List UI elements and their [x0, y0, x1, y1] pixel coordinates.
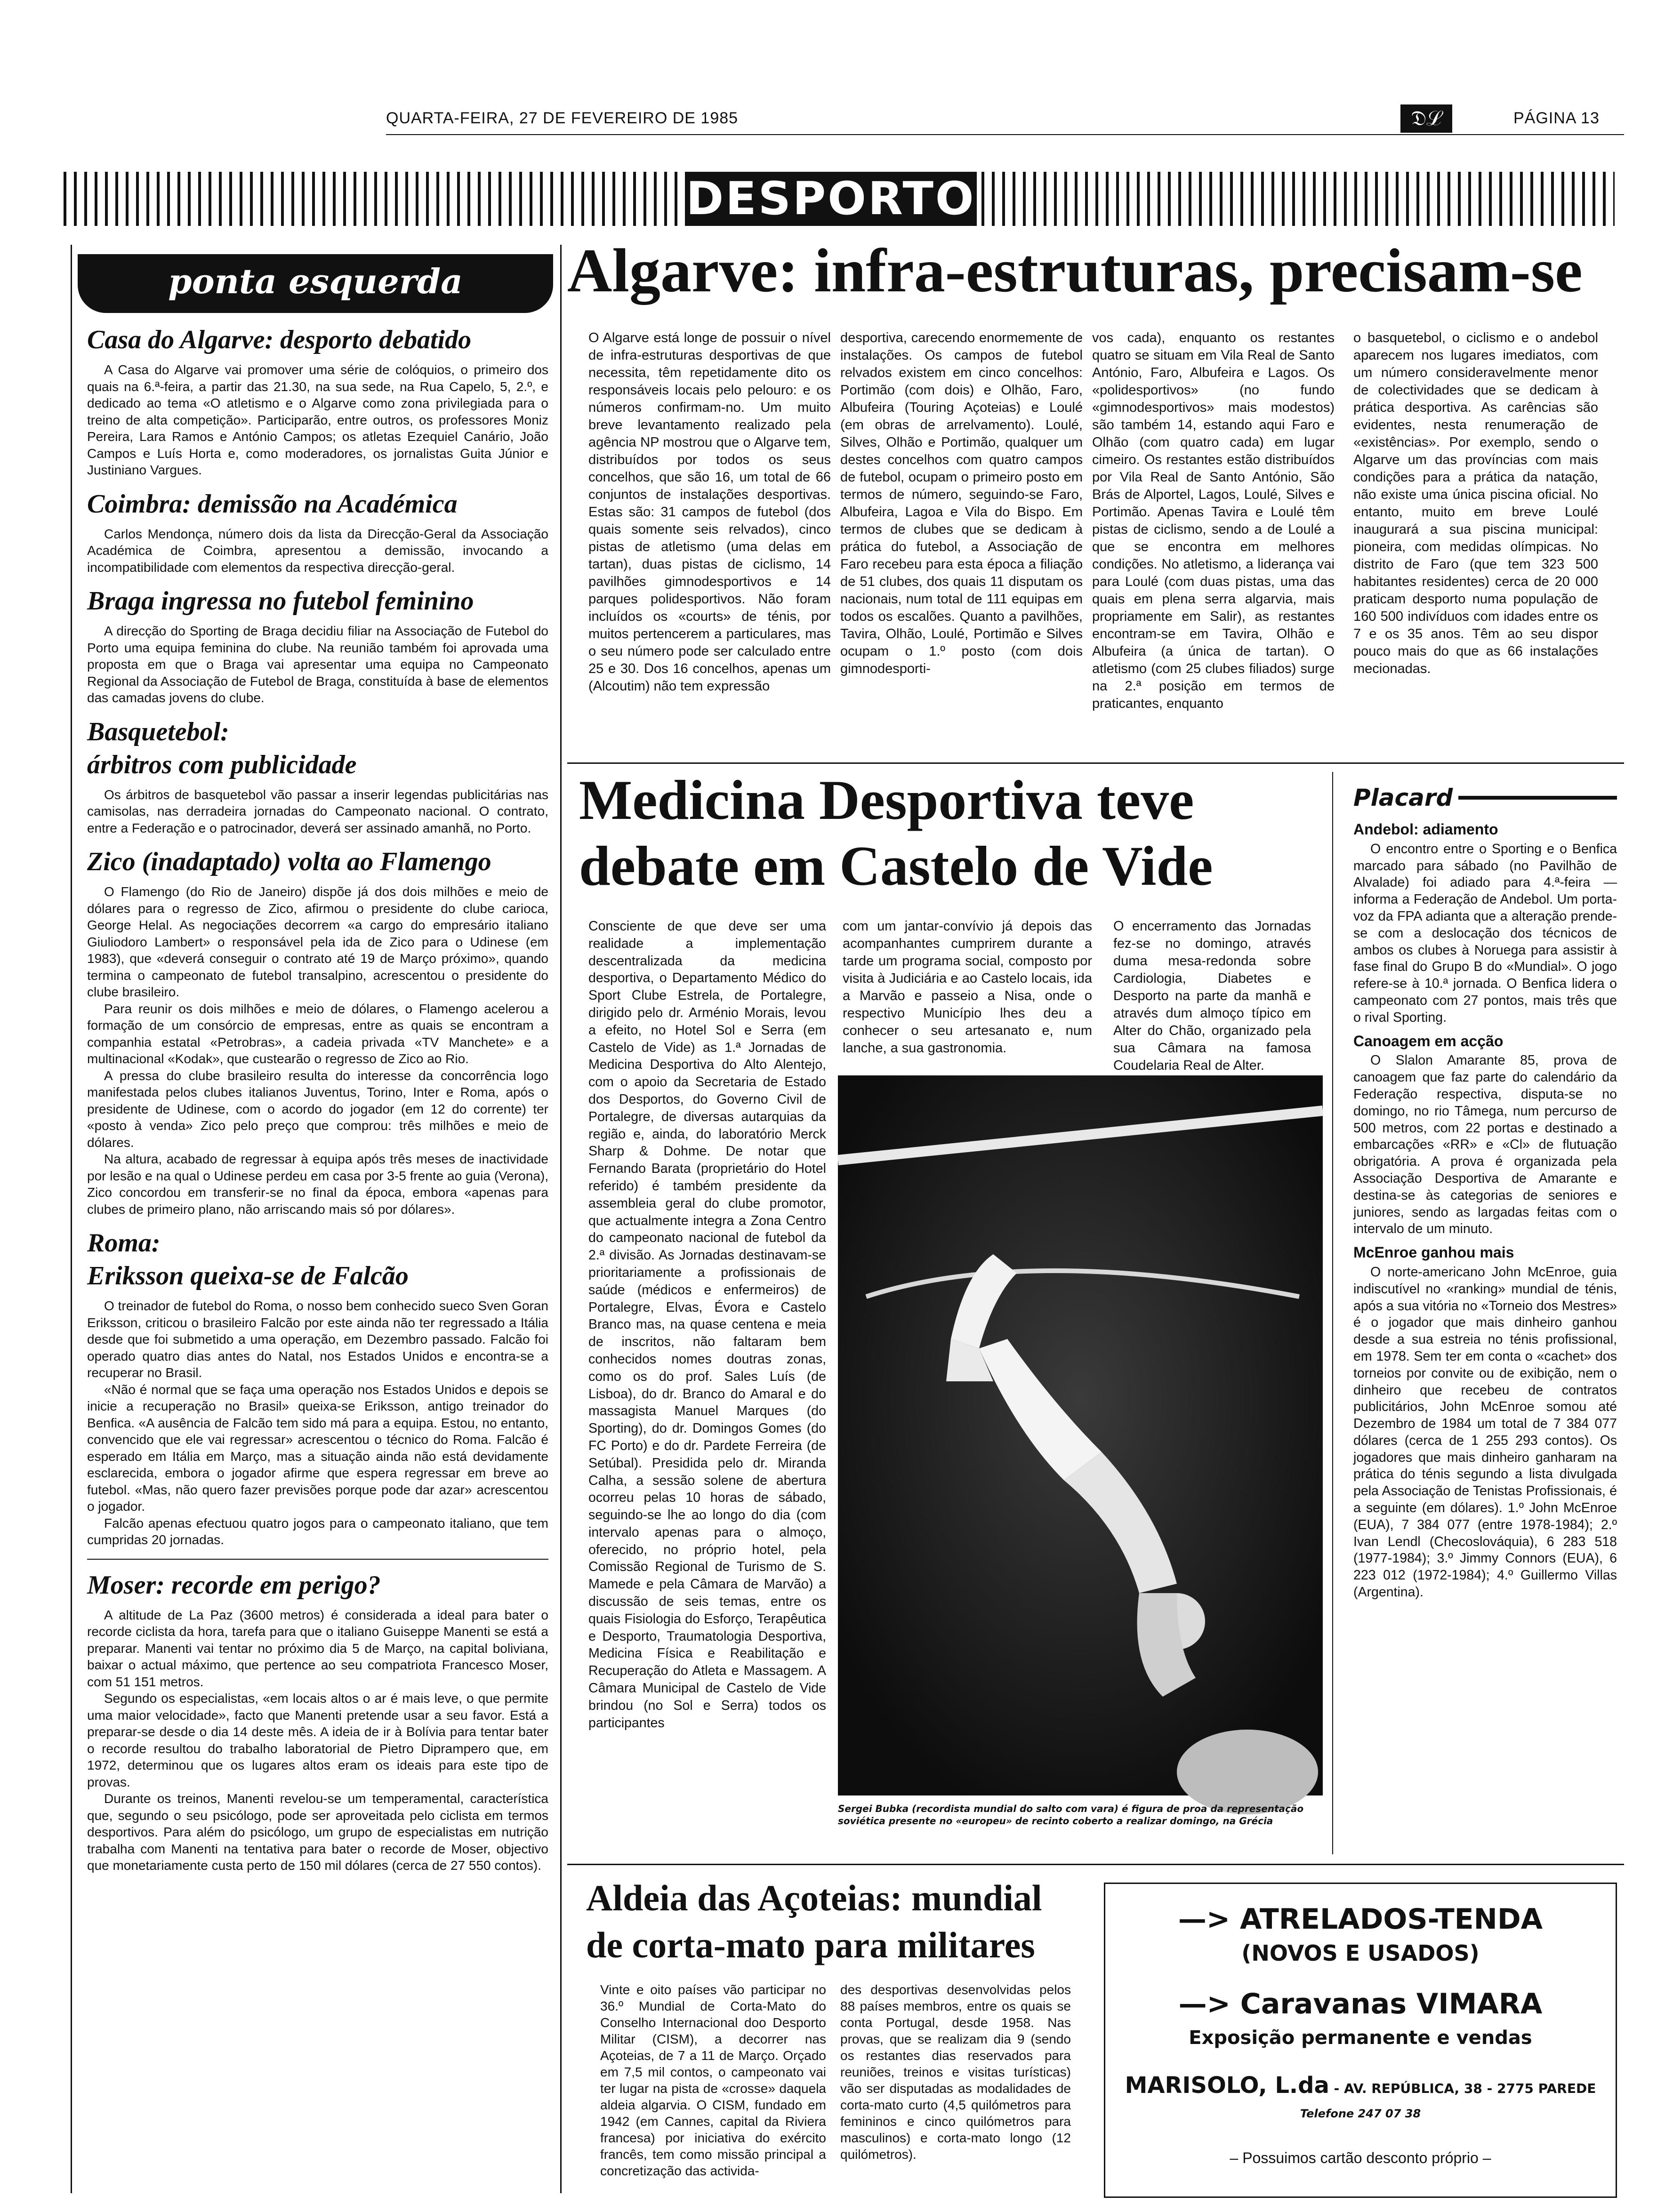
header-rule	[386, 134, 1624, 135]
algarve-col-4: o basquetebol, o ciclismo e o andebol aparecem nos lugares imediatos, com um número consideravelmente menor de colectividades que se dedicam à prática desportiva. As carências são evidentes, nesta renumeração de «existências». Por exemplo, sendo o Algarve um das províncias com mais condições para a prática da natação, não existe uma única piscina oficial. No entanto, muito em breve Loulé inaugurará a sua piscina municipal: pioneira, com medidas olímpicas. No distrito de Faro (que tem 323 500 habitantes residentes) cerca de 20 000 praticam desporto numa população de 160 500 indivíduos com idades entre os 7 e os 35 anos. Têm ao seu dispor pouco mais do que as 66 instalações mecionadas.	[1353, 330, 1598, 676]
item-text: A Casa do Algarve vai promover uma série de colóquios, o primeiro dos quais na 6.ª-feira, a partir das 21.30, na sua sede, na Rua Capelo, 5, 2.º, e dedicado ao tema «O atletismo e o Algarve como zona privilegiada para o treino de alta competição». Participarão, entre outros, os professores Moniz Pereira, Lara Ramos e António Campos; os atletas Ezequiel Canário, João Campos e Luís Horta e, como moderadores, os jornalistas Guita Júnior e Justiniano Vargues.	[87, 362, 548, 477]
ad-company: MARISOLO, L.da	[1125, 2072, 1329, 2099]
item-paragraph: Segundo os especialistas, «em locais altos o ar é mais leve, o que permite uma maior velocidade», facto que Manenti pretende usar a seu favor. Está a preparar-se desde o dia 14 deste mês. A ideia de ir à Bolívia para tentar bater o recorde resultou do trabalho laboratorial de Pietro Diprampero que, em 1972, determinou que os lugares altos eram os ideais para este tipo de provas.	[87, 1691, 548, 1789]
section-title: DESPORTO	[685, 172, 977, 226]
item-title: Coimbra: demissão na Académica	[87, 489, 458, 519]
left-column-border-right	[560, 245, 562, 2193]
algarve-col-3: vos cada), enquanto os restantes quatro se situam em Vila Real de Santo António, Faro, Albufeira e Lagos. Os «polidesportivos» (no fundo «gimnodesportivos» mais modestos) são também 14, estando aqui Faro e Olhão (com quatro cada) em lugar cimeiro. Os restantes estão distribuídos por Vila Real de Santo António, São Brás de Alportel, Lagos, Loulé, Silves e Portimão. Apenas Tavira e Loulé têm pistas de ciclismo, sendo a de Loulé a que se encontra em melhores condições. No atletismo, a liderança vai para Loulé (com duas pistas, uma das quais em plena serra algarvia, mais propriamente em Salir), as restantes encontram-se em Tavira, Olhão e Albufeira (a única de tartan). O atletismo (com 25 clubes filiados) surge na 2.ª posição em termos de praticantes, enquanto	[1092, 330, 1335, 711]
medicina-headline-1: Medicina Desportiva teve	[579, 769, 1194, 831]
item-paragraph: A pressa do clube brasileiro resulta do interesse da concorrência logo manifestada pelos clubes italianos Juventus, Torino, Inter e Roma, após o presidente de Udinese, com o acordo do jogador (em 12 do corrente) ter «posto à venda» Zico pelo preço que comprou: três milhões e meio de dólares.	[87, 1068, 548, 1150]
placard-rule	[1332, 772, 1333, 1854]
item-title: Zico (inadaptado) volta ao Flamengo	[87, 847, 491, 876]
aldeia-headline-2: de corta-mato para militares	[586, 1924, 1035, 1965]
placard-item-title: Canoagem em acção	[1353, 1032, 1504, 1050]
placard-item-title: Andebol: adiamento	[1353, 821, 1498, 838]
placard-title	[1353, 781, 1617, 814]
photo-caption: Sergei Bubka (recordista mundial do salto com vara) é figura de proa da representação soviética presente no «europeu» de recinto coberto a realizar domingo, na Grécia	[838, 1803, 1304, 1827]
item-title: Casa do Algarve: desporto debatido	[87, 325, 472, 354]
item-text: Os árbitros de basquetebol vão passar a inserir legendas publicitárias nas camisolas, nas derradeira jornadas do Campeonato nacional. O contrato, entre a Federação e o patrocinador, deverá ser assinado amanhã, no Porto.	[87, 787, 548, 835]
item-text: A direcção do Sporting de Braga decidiu filiar na Associação de Futebol do Porto uma equipa feminina do clube. Na reunião também foi aprovada uma proposta em que o Braga vai apresentar uma equipa no Campeonato Regional da Associação de Futebol de Braga, constituída à base de elementos das camadas jovens do clube.	[87, 624, 548, 705]
ponta-esquerda-label: ponta esquerda	[168, 261, 463, 301]
ad-footer: – Possuimos cartão desconto próprio –	[1230, 2149, 1491, 2166]
pole-vault-figure-icon	[838, 1075, 1323, 1795]
placard-label: Placard	[1353, 784, 1453, 811]
placard-item-text: O encontro entre o Sporting e o Benfica marcado para sábado (no Pavilhão de Alvalade) foi adiado para 4.ª-feira — informa a Federação de Andebol. Um porta-voz da FPA adianta que a alteração prende-se com a deslocação dos técnicos de ambos os clubes à Noruega para assistir à fase final do Grupo B do «Mundial». O jogo refere-se à 10.ª jornada. O Benfica lidera o campeonato com 27 pontos, mais três que o rival Sporting.	[1353, 841, 1617, 1025]
item-title: Braga ingressa no futebol feminino	[87, 586, 474, 616]
item-paragraph: O treinador de futebol do Roma, o nosso bem conhecido sueco Sven Goran Eriksson, criticou o brasileiro Falcão por este ainda não ter regressado a Itália desde que foi submetido a uma operação, em Dezembro passado. Falcão foi operado quatro dias antes do Natal, nos Estados Unidos e encontra-se a recuperar no Brasil.	[87, 1298, 548, 1380]
page-date: QUARTA-FEIRA, 27 DE FEVEREIRO DE 1985	[386, 109, 739, 127]
item-title: Basquetebol:	[87, 717, 229, 746]
item-paragraph: A altitude de La Paz (3600 metros) é considerada a ideal para bater o recorde ciclista da hora, tarefa para que o italiano Guiseppe Manenti se está a preparar. Manenti vai tentar no próximo dia 5 de Março, na capital boliviana, baixar o actual máximo, que pertence ao seu compatriota Francesco Moser, com 51 151 metros.	[87, 1607, 548, 1689]
placard-title-rule	[1458, 796, 1617, 800]
medicina-headline-2: debate em Castelo de Vide	[579, 834, 1213, 897]
ad-phone: Telefone 247 07 38	[1300, 2107, 1421, 2120]
item-paragraph: Na altura, acabado de regressar à equipa após três meses de inactividade por lesão e na qual o Udinese perdeu em casa por 3-5 frente ao guia (Verona), Zico concordou em transferir-se no final da época, embora «apenas para clubes de primeiro plano, não arriscando mais só por dólares».	[87, 1152, 548, 1217]
medicina-col-1: Consciente de que deve ser uma realidade a implementação descentralizada da medicina desportiva, o Departamento Médico do Sport Clube Estrela, de Portalegre, dirigido pelo dr. Arménio Morais, levou a efeito, no Hotel Sol e Serra (em Castelo de Vide) as 1.ª Jornadas de Medicina Desportiva do Alto Alentejo, com o apoio da Secretaria de Estado dos Desportos, do Governo Civil de Portalegre, de diversas autarquias da região e, ainda, do laboratório Merck Sharp & Dohme. De notar que Fernando Barata (proprietário do Hotel referido) é também presidente da assembleia geral do clube promotor, que actualmente integra a Zona Centro do campeonato nacional de futebol da 2.ª divisão. As Jornadas destinavam-se prioritariamente a profissionais de saúde (médicos e enfermeiros) de Portalegre, Elvas, Évora e Castelo Branco mas, na quase centena e meia de inscritos, não faltaram bem conhecidos nomes doutras zonas, como os do prof. Sales Luís (de Lisboa), do dr. Branco do Amaral e do massagista Manuel Marques (do Sporting), do dr. Domingos Gomes (do FC Porto) e do dr. Pardete Ferreira (de Setúbal). Presidida pelo dr. Miranda Calha, a sessão solene de abertura ocorreu pelas 10 horas de sábado, seguindo-se lhe ao longo do dia (com intervalo apenas para o almoço, oferecido, no próprio hotel, pela Comissão Regional de Turismo de S. Mamede e pela Câmara de Marvão) a discussão de seis temas, entre os quais Fisiologia do Esforço, Terapêutica e Desporto, Traumatologia Desportiva, Medicina Física e Reabilitação e Recuperação do Atleta e Massagem. A Câmara Municipal de Castelo de Vide brindou (no Sol e Serra) todos os participantes	[588, 919, 826, 1731]
left-column-border-left	[71, 245, 72, 2193]
placard-item-title: McEnroe ganhou mais	[1353, 1244, 1514, 1261]
ad-line-novos: (NOVOS E USADOS)	[1241, 1940, 1480, 1966]
item-paragraph: Para reunir os dois milhões e meio de dólares, o Flamengo acelerou a formação de um consórcio de empresas, entre as quais se encontram a companhia estatal «Petrobras», a cadeia privada «TV Manchete» e a multinacional «Kodak», que custearão o regresso de Zico ao Rio.	[87, 1001, 548, 1066]
aldeia-col-1: Vinte e oito países vão participar no 36.º Mundial de Corta-Mato do Conselho Internacional doo Desporto Militar (CISM), a decorrer nas Açoteias, de 7 a 11 de Março. Orçado em 7,5 mil contos, o campeonato vai ter lugar na pista de «crosse» daquela aldeia algarvia. O CISM, fundado em 1942 (em Cannes, capital da Riviera francesa) por iniciativa do exército francês, tem como missão principal a concretização das activida-	[600, 1982, 826, 2178]
divider	[87, 1559, 548, 1560]
aldeia-headline-1: Aldeia das Açoteias: mundial	[586, 1877, 1042, 1918]
item-paragraph: «Não é normal que se faça uma operação nos Estados Unidos e depois se inicie a recuperação no Brasil» queixa-se Eriksson, antigo treinador do Benfica. «A ausência de Falcão tem sido má para a equipa. Estou, no entanto, convencido que ele vai regressar» acrescentou o técnico do Roma. Falcão é esperado em Itália em Março, mas a situação ainda não está devidamente esclarecida, embora o jogador afirme que espera regressar em breve ao futebol. «Mas, não quero fazer previsões porque pode dar azar» acrescentou o jogador.	[87, 1382, 548, 1514]
advertisement-box	[1104, 1883, 1617, 2198]
algarve-headline: Algarve: infra-estruturas, precisam-se	[567, 236, 1583, 305]
ponta-esquerda-column	[87, 325, 548, 2188]
ad-address-line	[1105, 2072, 1616, 2099]
ad-address: - AV. REPÚBLICA, 38 - 2775 PAREDE	[1329, 2081, 1596, 2096]
newspaper-logo-icon: 𝔇ℒ	[1400, 104, 1452, 133]
item-paragraph: O Flamengo (do Rio de Janeiro) dispõe já dos dois milhões e meio de dólares para o regresso de Zico, afirmou o presidente do clube carioca, George Helal. As negociações decorrem «a cargo do empresário italiano Giuliodoro Lambert» o responsável pela ida de Zico para o Udinese (em 1983), que «deverá conseguir o contrato até 19 de Março próximo», quando termina o campeonato de futebol transalpino, acrescentou o presidente do clube brasileiro.	[87, 884, 548, 999]
item-title: Moser: recorde em perigo?	[87, 1570, 381, 1600]
aldeia-col-2: des desportivas desenvolvidas pelos 88 países membros, entre os quais se conta Portugal, desde 1958. Nas provas, que se realizam dia 9 (sendo os restantes dias reservados para reuniões, treinos e visitas turísticas) vão ser disputadas as modalidades de corta-mato curto (4,5 quilómetros para femininos e cinco quilómetros para masculinos) e corta-mato longo (12 quilómetros).	[840, 1982, 1071, 2162]
placard-item-text: O norte-americano John McEnroe, guia indiscutível no «ranking» mundial de ténis, após a sua vitória no «Torneio dos Mestres» é o jogador que mais dinheiro ganhou desde a sua estreia no ténis profissional, em 1978. Sem ter em conta o «cachet» dos torneios por convite ou de exibição, nem o dinheiro que recebeu de contratos publicitários, John McEnroe somou até Dezembro de 1984 um total de 7 384 077 dólares (cerca de 1 255 293 contos). Os jogadores que mais dinheiro ganharam na prática do ténis segundo a lista divulgada pela Associação de Tenistas Profissionais, é a seguinte (em dólares). 1.º John McEnroe (EUA), 7 384 077 (entre 1978-1984); 2.º Ivan Lendl (Checoslováquia), 6 283 518 (1977-1984); 3.º Jimmy Connors (EUA), 6 223 012 (1972-1984); 4.º Guillermo Villas (Argentina).	[1353, 1264, 1617, 1600]
medicina-col-3: O encerramento das Jornadas fez-se no domingo, através duma mesa-redonda sobre Cardiologia, Diabetes e Desporto na parte da manhã e através dum almoço típico em Alter do Chão, organizado pela sua Câmara na famosa Coudelaria Real de Alter.	[1113, 919, 1311, 1073]
item-paragraph: Durante os treinos, Manenti revelou-se um temperamental, característica que, segundo o seu psicólogo, pode ser aproveitada pelo ciclista em termos desportivos. Para além do psicólogo, um grupo de especialistas em nutrição trabalha com Manenti na tentativa para bater o recorde de Moser, objectivo que monetariamente custa perto de 150 mil dólares (cerca de 27 550 contos).	[87, 1791, 548, 1873]
section-band-left	[64, 172, 680, 226]
section-band-right	[981, 172, 1615, 226]
ad-line-atrelados: —> ATRELADOS-TENDA	[1178, 1903, 1543, 1936]
ad-line-exposicao: Exposição permanente e vendas	[1189, 2027, 1532, 2049]
item-subtitle: Eriksson queixa-se de Falcão	[87, 1261, 409, 1290]
bottom-section-rule	[567, 1864, 1624, 1865]
ad-line-caravanas: —> Caravanas VIMARA	[1178, 1988, 1543, 2020]
item-title: Roma:	[87, 1228, 161, 1258]
bubka-photo	[838, 1075, 1323, 1795]
item-paragraph: Falcão apenas efectuou quatro jogos para o campeonato italiano, que tem cumpridas 20 jornadas.	[87, 1515, 548, 1547]
placard-body	[1353, 821, 1617, 1861]
page-number: PÁGINA 13	[1513, 109, 1600, 127]
medicina-col-2: com um jantar-convívio já depois das acompanhantes cumprirem durante a tarde um programa social, composto por visita à Judiciária e ao Castelo locais, ida a Marvão e passeio a Nisa, onde o respectivo Município lhes deu a conhecer o seu artesanato e, num lanche, a sua gastronomia.	[843, 919, 1092, 1056]
algarve-body	[588, 329, 1624, 753]
algarve-col-2: desportiva, carecendo enormemente de instalações. Os campos de futebol relvados existem em cinco concelhos: Portimão (com dois) e Olhão, Faro, Albufeira (Touring Açoteias) e Loulé (em obras de arrelvamento). Loulé, Silves, Olhão e Portimão, qualquer um destes concelhos com quatro campos de futebol, ocupam o primeiro posto em termos de número, seguindo-se Faro, Albufeira, Lagoa e Vila do Bispo. Em termos de clubes que se dedicam à prática do futebol, a Associação de Faro recebeu para esta época a filiação de 51 clubes, dos quais 11 disputam os nacionais, num total de 111 equipas em todos os escalões. Quanto a pavilhões, Tavira, Olhão, Loulé, Portimão e Silves ocupam o 1.º posto (com dois gimnodesporti-	[840, 330, 1083, 676]
placard-item-text: O Slalon Amarante 85, prova de canoagem que faz parte do calendário da Federação respectiva, disputa-se no domingo, no rio Tâmega, num percurso de 500 metros, com 22 portas e destinado a embarcações «RR» e «Cl» de flutuação obrigatória. A prova é organizada pela Associação Desportiva de Amarante e destina-se às categorias de seniores e juniores, sendo as largadas feitas com o intervalo de um minuto.	[1353, 1053, 1617, 1237]
ponta-esquerda-banner	[78, 254, 553, 313]
item-subtitle: árbitros com publicidade	[87, 750, 357, 779]
item-text: Carlos Mendonça, número dois da lista da Direcção-Geral da Associação Académica de Coimbra, apresentou a demissão, invocando a incompatibilidade com elementos da respectiva direcção-geral.	[87, 526, 548, 575]
algarve-col-1: O Algarve está longe de possuir o nível de infra-estruturas desportivas de que necessita, têm repetidamente dito os responsáveis locais pelo pelouro: e os números confirmam-no. Um muito breve levantamento realizado pela agência NP mostrou que o Algarve tem, distribuídos por todos os seus concelhos, que são 16, um total de 66 conjuntos de instalações desportivas. Estas são: 31 campos de futebol (dos quais somente seis relvados), cinco pistas de atletismo (uma delas em tartan), duas pistas de ciclismo, 14 pavilhões gimnodesportivos e 14 parques polidesportivos. Não foram incluídos os «courts» de ténis, por muitos pertencerem a particulares, mas o seu número pode ser calculado entre 25 e 30. Dos 16 concelhos, apenas um (Alcoutim) não tem expressão	[588, 330, 831, 694]
algarve-bottom-rule	[567, 762, 1624, 764]
